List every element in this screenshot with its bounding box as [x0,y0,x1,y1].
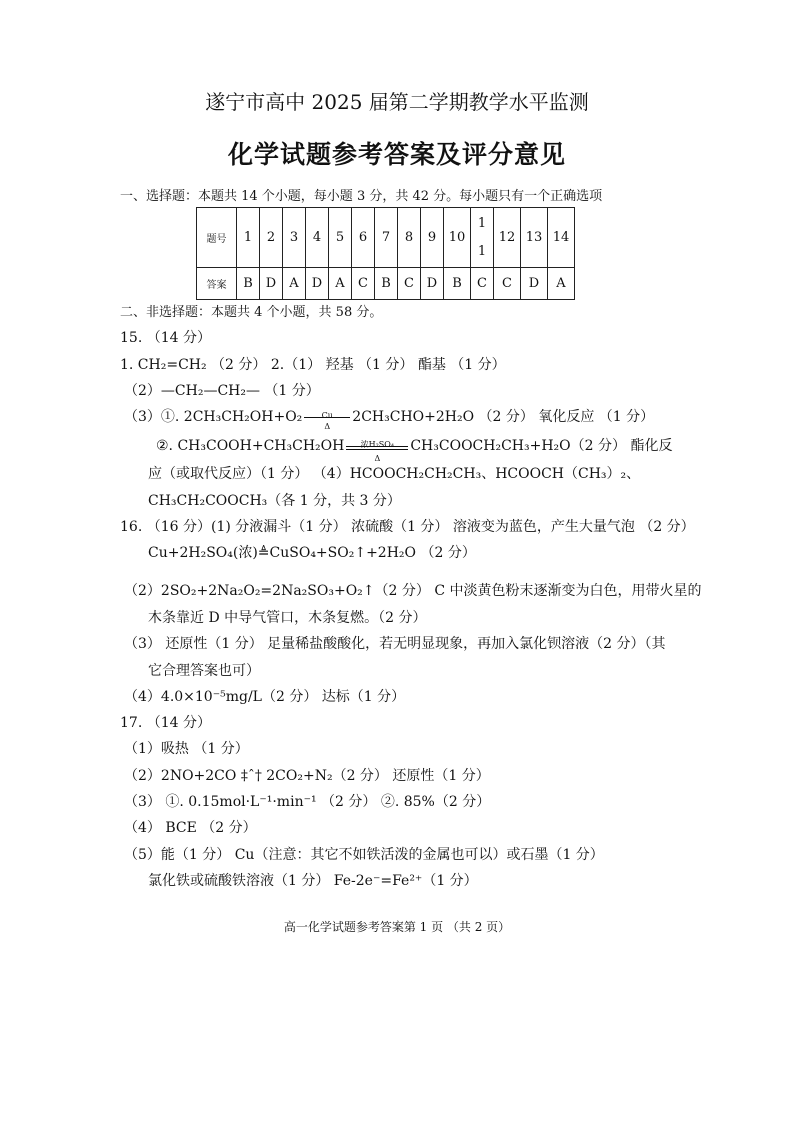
q16-line2: Cu+2H₂SO₄(浓)≜CuSO₄+SO₂↑+2H₂O （2 分） [148,545,476,561]
question-number: 5 [329,208,352,268]
q15-line4 [156,437,673,463]
answer-cell: B [444,268,471,300]
q15-line4-products: CH₃COOCH₂CH₃+H₂O（2 分） 酯化反 [410,438,673,454]
table-label-number: 题号 [197,208,237,268]
answer-cell: D [421,268,444,300]
answer-cell: A [548,268,575,300]
answer-cell: B [237,268,260,300]
question-number: 6 [352,208,375,268]
q15-line5: 应（或取代反应）（1 分） （4）HCOOCH₂CH₂CH₃、HCOOCH（CH₃）₂、 [148,466,641,482]
q15-line2: （2）—CH₂—CH₂— （1 分） [124,383,320,399]
question-number: 7 [375,208,398,268]
answer-table-answer-row [197,268,575,300]
document-subtitle: 化学试题参考答案及评分意见 [227,140,566,169]
q17-line5: （5）能（1 分） Cu（注意：其它不如铁活泼的金属也可以）或石墨（1 分） [124,847,604,863]
q15-line3-products: 2CH₃CHO+2H₂O （2 分） 氧化反应 （1 分） [352,409,655,425]
q15-line6: CH₃CH₂COOCH₃（各 1 分，共 3 分） [148,493,401,509]
q16-line4: 木条靠近 D 中导气管口，木条复燃。（2 分） [148,610,427,626]
q17-title: 17. （14 分） [120,715,211,731]
question-number: 9 [421,208,444,268]
table-label-answer: 答案 [197,268,237,300]
reaction-arrow-icon [304,409,350,431]
q15-line3-reactants: （3）①. 2CH₃CH₂OH+O₂ [124,409,303,425]
question-number: 8 [398,208,421,268]
q16-line6: 它合理答案也可） [148,663,260,679]
q17-line2: （2）2NO+2CO ‡ˆ† 2CO₂+N₂（2 分） 还原性（1 分） [124,768,490,784]
answer-cell: D [521,268,548,300]
question-number: 14 [548,208,575,268]
arrow-condition-bottom: Δ [324,422,331,431]
q16-line1: 16. （16 分）(1) 分液漏斗（1 分） 浓硫酸（1 分） 溶液变为蓝色，产生大量气泡 （2 分） [120,519,695,535]
question-number: 12 [494,208,521,268]
q15-line4-reactants: ②. CH₃COOH+CH₃CH₂OH [156,438,345,454]
document-title: 遂宁市高中 2025 届第二学期教学水平监测 [205,90,589,114]
answer-cell: C [352,268,375,300]
q15-line3 [124,408,655,431]
section2-heading: 二、非选择题：本题共 4 个小题，共 58 分。 [120,305,383,320]
q16-line7: （4）4.0×10⁻⁵mg/L（2 分） 达标（1 分） [124,689,406,705]
q17-line6: 氯化铁或硫酸铁溶液（1 分） Fe-2e⁻=Fe²⁺（1 分） [148,873,478,889]
answer-cell: A [329,268,352,300]
answer-cell: C [494,268,521,300]
q15-line1: 1. CH₂=CH₂ （2 分） 2.（1） 羟基 （1 分） 酯基 （1 分） [120,357,506,373]
q16-line5: （3） 还原性（1 分） 足量稀盐酸酸化，若无明显现象，再加入氯化钡溶液（2 分）（其 [124,636,666,652]
q16-line3: （2）2SO₂+2Na₂O₂=2Na₂SO₃+O₂↑（2 分） C 中淡黄色粉末逐渐变为白色，用带火星的 [124,583,702,599]
reversible-arrow-icon [346,438,408,463]
question-number: 4 [306,208,329,268]
q17-line4: （4） BCE （2 分） [124,820,257,836]
arrow-condition-top: Cu [321,411,333,420]
answer-cell: C [398,268,421,300]
answer-table [196,207,575,300]
arrow-condition-bottom: Δ [374,454,381,463]
answer-cell: B [375,268,398,300]
q15-title: 15. （14 分） [120,330,211,346]
answer-table-number-row [197,208,575,268]
answer-cell: C [471,268,494,300]
question-number: 13 [521,208,548,268]
page-footer: 高一化学试题参考答案第 1 页 （共 2 页） [283,920,511,934]
q17-line1: （1）吸热 （1 分） [124,741,249,757]
section1-heading: 一、选择题：本题共 14 个小题，每小题 3 分，共 42 分。每小题只有一个正确选项 [120,189,603,204]
q17-line3: （3） ①. 0.15mol·L⁻¹·min⁻¹ （2 分） ②. 85%（2 分） [124,794,491,810]
question-number: 1 [237,208,260,268]
question-number: 3 [283,208,306,268]
answer-cell: D [306,268,329,300]
answer-cell: D [260,268,283,300]
arrow-condition-top: 浓H₂SO₄ [360,440,395,449]
question-number: 1 1 [471,208,494,268]
question-number: 10 [444,208,471,268]
answer-cell: A [283,268,306,300]
question-number: 2 [260,208,283,268]
